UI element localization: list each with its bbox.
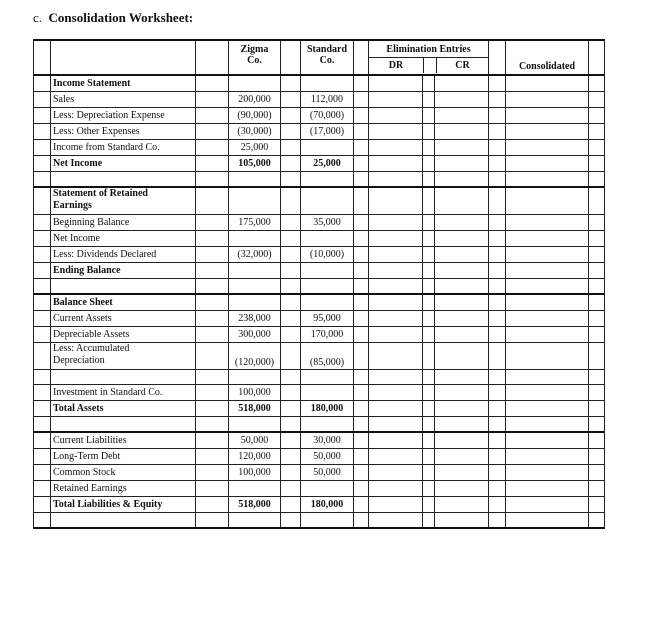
table-row: Investment in Standard Co. 100,000 [34,385,605,401]
total-liabilities-equity-row: Total Liabilities & Equity 518,000 180,000 [34,497,605,513]
dr-column-header: DR [369,58,424,73]
table-row: Sales 200,000 112,000 [34,92,605,108]
table-row: Net Income [34,231,605,247]
separator-row [34,513,605,529]
table-row: Current Liabilities 50,000 30,000 [34,432,605,449]
worksheet-heading [33,10,193,26]
balance-sheet-title-row [34,294,605,311]
table-row: Less: Accumulated Depreciation (120,000) (85,000) [34,343,605,370]
ending-balance-row: Ending Balance [34,263,605,279]
heading-number: c. [33,10,43,25]
income-statement-title: Income Statement [51,75,196,92]
consolidation-worksheet-table [33,39,605,529]
table-row: Current Assets 238,000 95,000 [34,311,605,327]
separator-row [34,279,605,295]
header-row [34,40,605,75]
table-row: Beginning Balance 175,000 35,000 [34,215,605,231]
table-row: Less: Other Expenses (30,000) (17,000) [34,124,605,140]
separator-row [34,172,605,188]
standard-column-header: Standard Co. [301,40,354,75]
separator-row [34,417,605,433]
retained-earnings-title: Statement of Retained Earnings [51,187,196,215]
elimination-entries-header: Elimination Entries DR CR [369,40,489,75]
net-income-row: Net Income 105,000 25,000 [34,156,605,172]
table-row: Less: Depreciation Expense (90,000) (70,000) [34,108,605,124]
heading-title: Consolidation Worksheet: [48,10,194,25]
table-row: Common Stock 100,000 50,000 [34,465,605,481]
table-row: Long-Term Debt 120,000 50,000 [34,449,605,465]
table-row: Less: Dividends Declared (32,000) (10,000) [34,247,605,263]
consolidated-column-header: Consolidated [506,40,589,75]
balance-sheet-title: Balance Sheet [51,294,196,311]
zigma-column-header: Zigma Co. [229,40,281,75]
total-assets-row: Total Assets 518,000 180,000 [34,401,605,417]
cr-column-header: CR [455,59,470,71]
table-row: Income from Standard Co. 25,000 [34,140,605,156]
table-row: Retained Earnings [34,481,605,497]
table-row: Depreciable Assets 300,000 170,000 [34,327,605,343]
income-statement-title-row [34,75,605,92]
retained-earnings-title-row [34,187,605,215]
separator-row [34,370,605,385]
